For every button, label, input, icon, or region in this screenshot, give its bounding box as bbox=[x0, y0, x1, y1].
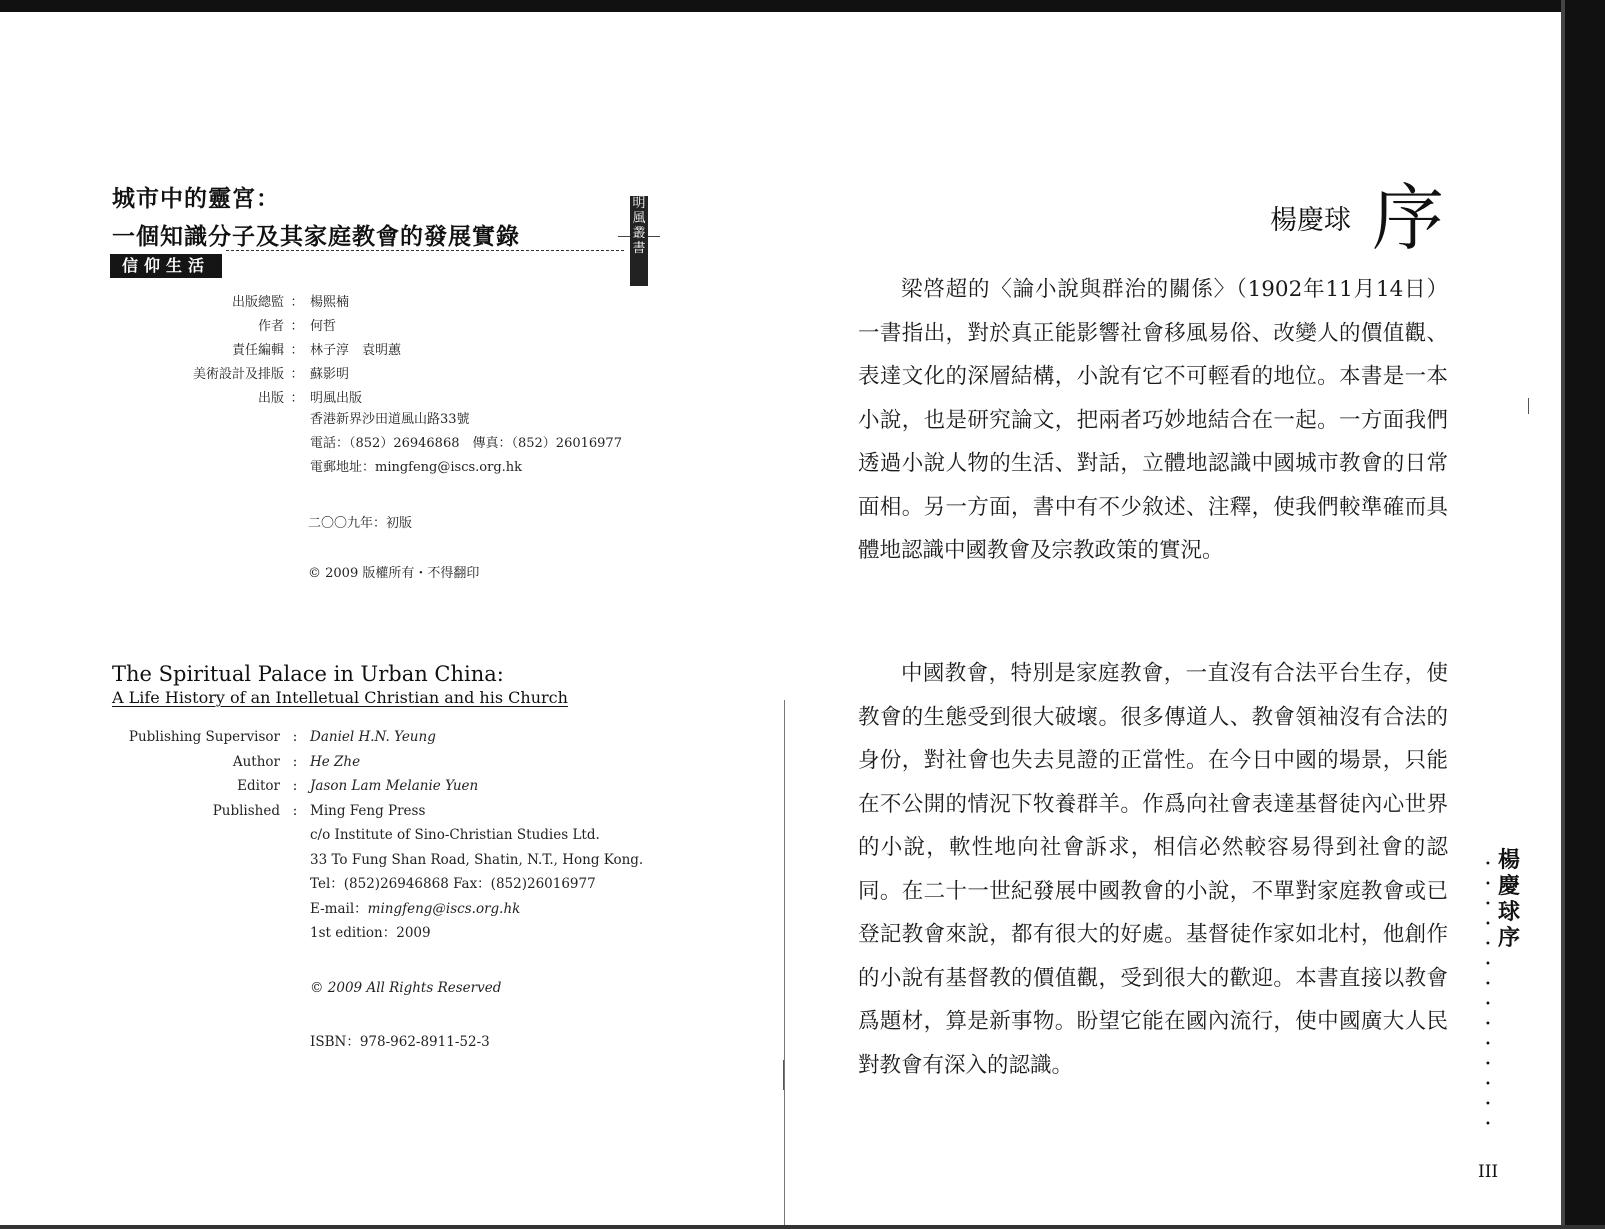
cn-credit-row bbox=[100, 288, 622, 312]
cn-credit-label: 作者 bbox=[257, 318, 284, 334]
scan-speck bbox=[1528, 398, 1529, 414]
cn-title-line1: 城市中的靈宮： bbox=[112, 186, 280, 212]
preface-author: 楊慶球 bbox=[1270, 205, 1351, 236]
en-credit-label: Publishing Supervisor bbox=[128, 729, 280, 746]
credit-separator: ： bbox=[290, 318, 304, 334]
en-credit-row bbox=[100, 750, 643, 775]
credit-separator: : bbox=[292, 753, 298, 770]
cn-credit-value: 蘇影明 bbox=[310, 366, 350, 382]
en-address-line: 33 To Fung Shan Road, Shatin, N.T., Hong Kong. bbox=[310, 851, 644, 868]
publisher-mark-char: 風 bbox=[632, 211, 646, 226]
cn-credit-value: 明風出版 bbox=[310, 390, 363, 406]
cn-credit-label: 美術設計及排版 bbox=[192, 366, 284, 382]
en-copyright: © 2009 All Rights Reserved bbox=[310, 980, 502, 996]
running-head-char: 球 bbox=[1497, 900, 1520, 925]
isbn: ISBN：978-962-8911-52-3 bbox=[310, 1034, 490, 1050]
en-subtitle: A Life History of an Intelletual Christian and his Church bbox=[112, 688, 568, 707]
title-rule bbox=[226, 250, 624, 251]
en-credits bbox=[100, 725, 643, 946]
en-credit-value: Jason Lam Melanie Yuen bbox=[310, 778, 479, 795]
cn-credit-row bbox=[100, 384, 622, 408]
credit-separator: : bbox=[292, 729, 298, 746]
cn-address-line: 香港新界沙田道風山路33號 bbox=[310, 412, 470, 427]
preface-paragraph-2: 中國教會，特別是家庭教會，一直沒有合法平台生存，使教會的生態受到很大破壞。很多傳道人、教會領袖沒有合法的身份，對社會也失去見證的正當性。在今日中國的場景，只能在不公開的情況下牧養群羊。作爲向社會表達基督徒內心世界的小說，軟性地向社會訴求，相信必然較容易得到社會的認同。在二十一世紀發展中國教會的小說，不單對家庭教會或已登記教會來說，都有很大的好處。基督徒作家如北村，他創作的小說有基督教的價值觀，受到很大的歡迎。本書直接以教會爲題材，算是新事物。盼望它能在國內流行，使中國廣大人民對教會有深入的認識。 bbox=[858, 661, 1448, 1078]
en-email-label: E-mail： bbox=[310, 900, 368, 917]
running-head-char: 楊 bbox=[1497, 848, 1520, 873]
cn-credit-label: 出版 bbox=[257, 390, 284, 406]
en-email-line bbox=[100, 897, 643, 922]
en-credit-value: Ming Feng Press bbox=[310, 802, 426, 819]
running-head-dots: • • • • • • • • • • • • • • bbox=[1485, 859, 1491, 1130]
publisher-mark bbox=[630, 196, 648, 286]
publisher-mark-char: 書 bbox=[632, 241, 646, 256]
en-email-value: mingfeng@iscs.org.hk bbox=[367, 900, 521, 917]
cn-credit-value: 何哲 bbox=[310, 318, 337, 334]
en-title: The Spiritual Palace in Urban China: bbox=[112, 662, 504, 686]
en-edition: 1st edition：2009 bbox=[310, 925, 431, 941]
series-badge: 信仰生活 bbox=[110, 254, 222, 278]
cn-email-line: 電郵地址：mingfeng@iscs.org.hk bbox=[310, 460, 523, 475]
en-credit-label: Author bbox=[232, 753, 280, 770]
en-address-line: c/o Institute of Sino-Christian Studies Ltd. bbox=[310, 827, 600, 843]
en-credit-row bbox=[100, 774, 643, 799]
credit-separator: : bbox=[292, 802, 298, 819]
scan-right-border bbox=[1565, 0, 1605, 1229]
cn-title-line2: 一個知識分子及其家庭教會的發展實錄 bbox=[112, 224, 520, 250]
page-number: III bbox=[1478, 1162, 1499, 1182]
credit-separator: ： bbox=[290, 342, 304, 358]
running-head-char: 序 bbox=[1497, 926, 1520, 951]
en-credit-label: Editor bbox=[237, 778, 280, 795]
en-credit-row bbox=[100, 799, 643, 824]
en-credit-value: Daniel H.N. Yeung bbox=[310, 729, 436, 746]
cn-edition: 二〇〇九年：初版 bbox=[308, 516, 413, 531]
cn-copyright: © 2009 版權所有・不得翻印 bbox=[308, 566, 480, 581]
preface-heading: 序 bbox=[1372, 176, 1445, 260]
credit-separator: ： bbox=[290, 294, 304, 310]
en-credit-label: Published bbox=[212, 802, 280, 819]
running-head-char: 慶 bbox=[1497, 874, 1520, 899]
preface-paragraph-1: 梁啓超的〈論小說與群治的關係〉（1902年11月14日）一書指出，對於真正能影響社會移風易俗、改變人的價值觀、表達文化的深層結構，小說有它不可輕看的地位。本書是一本小說，也是研究論文，把兩者巧妙地結合在一起。一方面我們透過小說人物的生活、對話，立體地認識中國城市教會的日常面相。另一方面，書中有不少敘述、注釋，使我們較準確而具體地認識中國教會及宗教政策的實況。 bbox=[858, 277, 1448, 563]
cn-credit-label: 責任編輯 bbox=[231, 342, 284, 358]
cn-credit-row bbox=[100, 336, 622, 360]
en-phone-line: Tel：(852)26946868 Fax：(852)26016977 bbox=[310, 876, 596, 892]
page-gutter bbox=[784, 700, 785, 1225]
en-credit-value: He Zhe bbox=[310, 753, 361, 770]
scan-bottom-border bbox=[0, 1225, 1605, 1229]
running-head bbox=[1496, 848, 1522, 952]
cn-credit-label: 出版總監 bbox=[231, 294, 284, 310]
cn-credits bbox=[100, 288, 622, 480]
credit-separator: : bbox=[292, 778, 298, 795]
cn-credit-value: 林子淳 袁明蕙 bbox=[310, 342, 402, 358]
scan-top-border bbox=[0, 0, 1605, 12]
scan-right-edge bbox=[1561, 0, 1565, 1229]
credit-separator: ： bbox=[290, 390, 304, 406]
cn-credit-row bbox=[100, 360, 622, 384]
credit-separator: ： bbox=[290, 366, 304, 382]
cn-credit-row bbox=[100, 312, 622, 336]
publisher-mark-char: 明 bbox=[632, 196, 646, 211]
scan-speck bbox=[783, 1060, 784, 1090]
en-credit-row bbox=[100, 725, 643, 750]
cn-phone-line: 電話：（852）26946868 傳真：（852）26016977 bbox=[310, 436, 622, 451]
cn-credit-value: 楊熙楠 bbox=[310, 294, 350, 310]
publisher-mark-char: 叢 bbox=[632, 226, 646, 241]
